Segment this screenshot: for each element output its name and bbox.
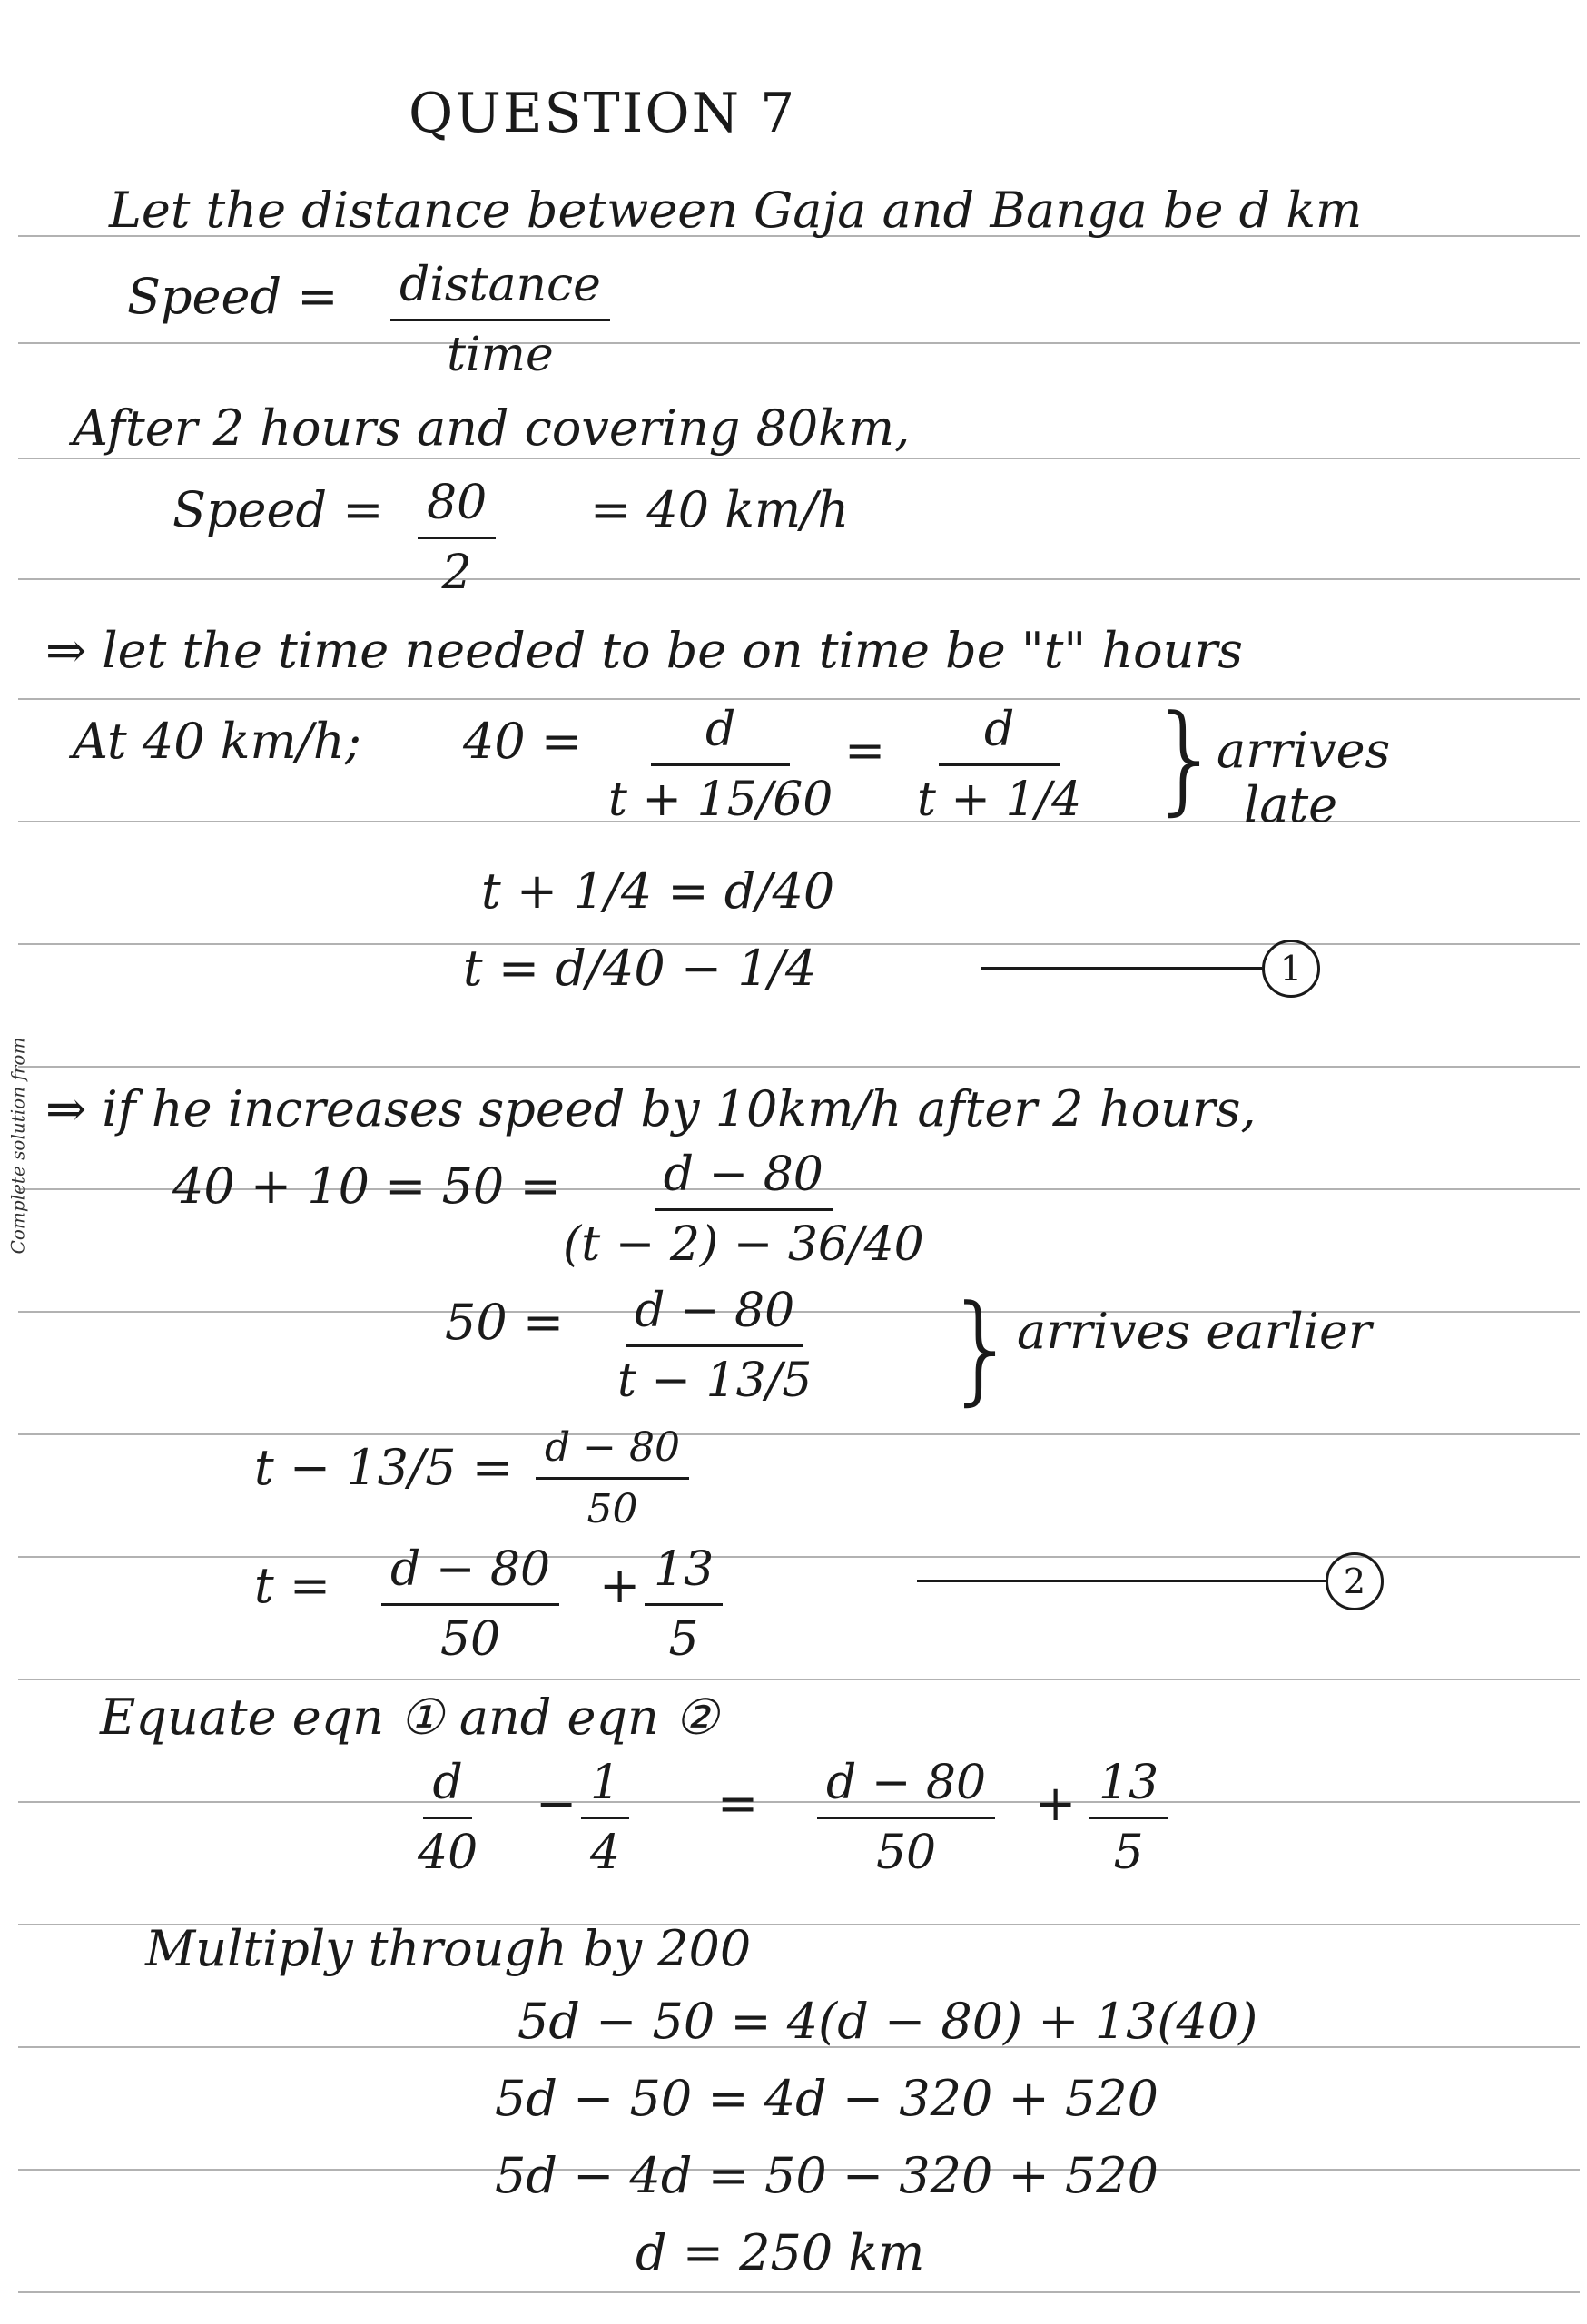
equation-step-2b-left: t = bbox=[254, 1557, 331, 1614]
equation-1-leader bbox=[981, 967, 1262, 970]
late-fraction-1 bbox=[608, 704, 833, 828]
at-forty-label: At 40 km/h; bbox=[73, 713, 361, 770]
late-fraction-1-numerator: d bbox=[651, 704, 790, 766]
equals-sign: = bbox=[844, 722, 886, 779]
equation-step-2b-denominator: 50 bbox=[439, 1611, 501, 1667]
equation-step-1a: t + 1/4 = d/40 bbox=[481, 862, 835, 920]
equate-fraction-d-denominator: 5 bbox=[1113, 1825, 1144, 1880]
page-title: QUESTION 7 bbox=[409, 82, 797, 145]
after-speed-denominator: 2 bbox=[441, 545, 472, 600]
solve-step-1: 5d − 50 = 4(d − 80) + 13(40) bbox=[518, 1993, 1258, 2050]
early-fraction-2-numerator: d − 80 bbox=[626, 1285, 803, 1347]
after-speed-label: Speed = bbox=[172, 481, 384, 538]
equate-fraction-a-denominator: 40 bbox=[418, 1825, 478, 1880]
equation-2-leader bbox=[917, 1580, 1326, 1582]
equate-fraction-b-denominator: 4 bbox=[590, 1825, 621, 1880]
fifty-equals-2: 50 = bbox=[445, 1294, 565, 1351]
equation-step-2b-fraction bbox=[381, 1543, 559, 1668]
late-fraction-2 bbox=[917, 704, 1081, 828]
forty-equals: 40 = bbox=[463, 713, 583, 770]
equate-fraction-b bbox=[581, 1757, 629, 1881]
fifty-equals: 40 + 10 = 50 = bbox=[172, 1157, 561, 1215]
solve-step-2: 5d − 50 = 4d − 320 + 520 bbox=[495, 2070, 1159, 2127]
speed-fraction bbox=[390, 259, 610, 383]
early-fraction-1-denominator: (t − 2) − 36/40 bbox=[563, 1216, 924, 1272]
equate-fraction-c-denominator: 50 bbox=[875, 1825, 937, 1880]
equation-step-2a-denominator: 50 bbox=[586, 1485, 638, 1532]
equation-step-2b-fraction-2 bbox=[645, 1543, 723, 1668]
equation-step-2b-numerator: d − 80 bbox=[381, 1543, 559, 1606]
solve-step-3: 5d − 4d = 50 − 320 + 520 bbox=[495, 2147, 1159, 2204]
equate-line: Equate eqn ① and eqn ② bbox=[100, 1689, 719, 1746]
late-fraction-1-denominator: t + 15/60 bbox=[608, 772, 833, 827]
brace-earlier: } bbox=[944, 1279, 1020, 1417]
final-answer: d = 250 km bbox=[636, 2224, 925, 2281]
equation-2-label: 2 bbox=[1326, 1552, 1384, 1610]
brace-late: } bbox=[1148, 689, 1224, 827]
equate-fraction-d bbox=[1089, 1757, 1168, 1881]
equate-plus: + bbox=[1035, 1775, 1077, 1832]
equation-step-1b: t = d/40 − 1/4 bbox=[463, 940, 817, 997]
speed-increase-line: ⇒ if he increases speed by 10km/h after 2 hours, bbox=[45, 1080, 1257, 1137]
early-fraction-1-numerator: d − 80 bbox=[655, 1148, 833, 1211]
note-late: late bbox=[1244, 776, 1338, 833]
equate-fraction-a-numerator: d bbox=[423, 1757, 471, 1819]
equate-fraction-b-numerator: 1 bbox=[581, 1757, 629, 1819]
side-note: Complete solution from bbox=[6, 1037, 29, 1255]
early-fraction-2-denominator: t − 13/5 bbox=[617, 1353, 813, 1408]
after-speed-numerator: 80 bbox=[418, 477, 496, 539]
note-arrives-earlier: arrives earlier bbox=[1017, 1303, 1372, 1360]
early-fraction-1 bbox=[563, 1148, 924, 1273]
equate-fraction-a bbox=[418, 1757, 478, 1881]
equate-fraction-d-numerator: 13 bbox=[1089, 1757, 1168, 1819]
equate-fraction-c-numerator: d − 80 bbox=[817, 1757, 995, 1819]
late-fraction-2-numerator: d bbox=[939, 704, 1060, 766]
time-definition-line: ⇒ let the time needed to be on time be "t" hours bbox=[45, 622, 1243, 679]
speed-numerator: distance bbox=[390, 259, 610, 321]
equation-step-2b-denominator-2: 5 bbox=[668, 1611, 699, 1667]
equation-step-2b-numerator-2: 13 bbox=[645, 1543, 723, 1606]
equation-step-2a-fraction bbox=[536, 1425, 689, 1532]
equate-fraction-c bbox=[817, 1757, 995, 1881]
note-arrives: arrives bbox=[1217, 722, 1391, 779]
equate-equals: = bbox=[717, 1775, 759, 1832]
intro-line: Let the distance between Gaja and Banga be d km bbox=[109, 182, 1363, 239]
speed-label: Speed = bbox=[127, 268, 339, 325]
after-speed-fraction bbox=[418, 477, 496, 601]
equation-1-label: 1 bbox=[1262, 940, 1320, 998]
equate-minus: − bbox=[536, 1775, 577, 1832]
after-speed-result: = 40 km/h bbox=[590, 481, 850, 538]
late-fraction-2-denominator: t + 1/4 bbox=[917, 772, 1082, 827]
equation-step-2a-numerator: d − 80 bbox=[536, 1425, 689, 1480]
plus-sign: + bbox=[599, 1557, 641, 1614]
multiply-line: Multiply through by 200 bbox=[145, 1920, 752, 1977]
speed-denominator: time bbox=[447, 327, 554, 382]
after-two-hours-line: After 2 hours and covering 80km, bbox=[73, 399, 911, 457]
early-fraction-2 bbox=[617, 1285, 812, 1409]
equation-step-2a-left: t − 13/5 = bbox=[254, 1439, 513, 1496]
